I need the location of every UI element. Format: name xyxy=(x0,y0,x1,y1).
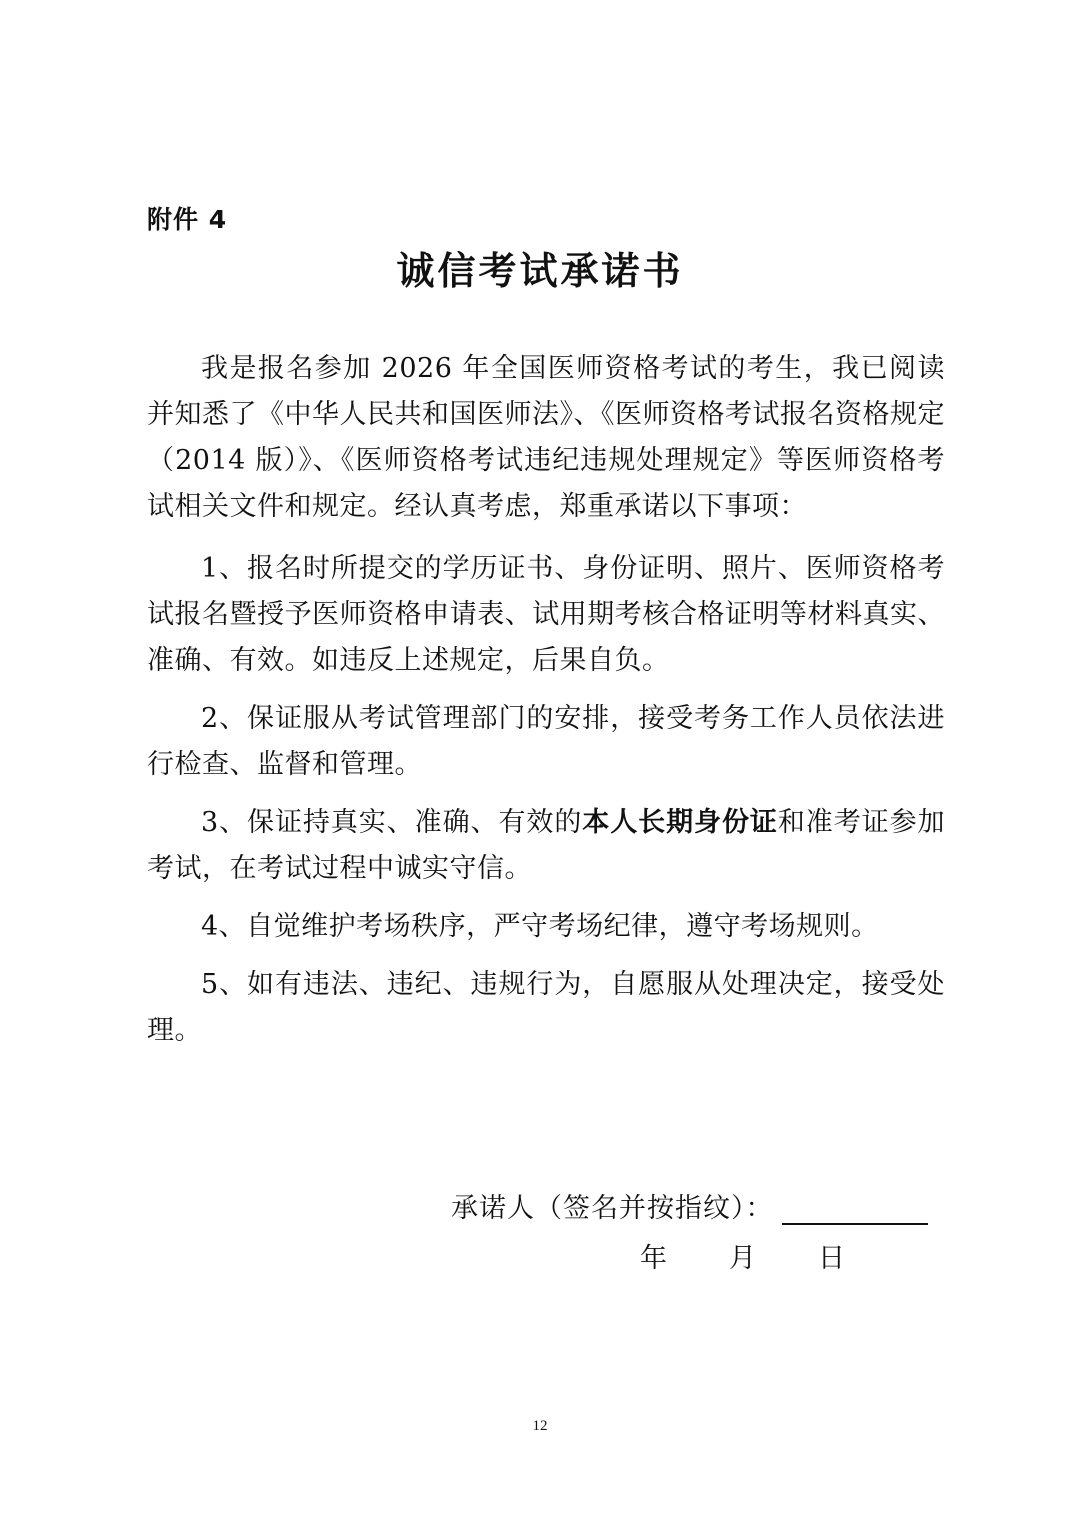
date-year-label: 年 xyxy=(640,1243,667,1274)
pledge-item-3-bold-id: 本人长期身份证 xyxy=(582,807,778,838)
date-row xyxy=(640,1236,845,1275)
document-body xyxy=(147,346,945,1066)
signature-row xyxy=(451,1186,928,1225)
intro-paragraph: 我是报名参加 2026 年全国医师资格考试的考生，我已阅读并知悉了《中华人民共和国医师法》、《医师资格考试报名资格规定（2014 版）》、《医师资格考试违纪违规处理规定》等医师资格考试相关文件和规定。经认真考虑，郑重承诺以下事项： xyxy=(147,353,945,522)
pledge-item-1: 1、报名时所提交的学历证书、身份证明、照片、医师资格考试报名暨授予医师资格申请表、试用期考核合格证明等材料真实、准确、有效。如违反上述规定，后果自负。 xyxy=(147,553,945,676)
signature-blank[interactable] xyxy=(782,1193,928,1225)
date-month-label: 月 xyxy=(729,1243,756,1274)
pledge-item-5: 5、如有违法、违纪、违规行为，自愿服从处理决定，接受处理。 xyxy=(147,969,945,1046)
signature-label: 承诺人（签名并按指纹）： xyxy=(451,1193,774,1224)
date-day-label: 日 xyxy=(818,1243,845,1274)
pledge-item-3-text-after: 和准考证参加考试，在考试过程中诚实守信。 xyxy=(147,807,946,884)
pledge-item-3-text-before: 3、保证持真实、准确、有效的 xyxy=(201,807,583,838)
document-title: 诚信考试承诺书 xyxy=(396,248,684,293)
page-number: 12 xyxy=(532,1418,548,1434)
pledge-item-2: 2、保证服从考试管理部门的安排，接受考务工作人员依法进行检查、监督和管理。 xyxy=(147,703,945,780)
pledge-item-3 xyxy=(147,800,945,892)
pledge-item-4: 4、自觉维护考场秩序，严守考场纪律，遵守考场规则。 xyxy=(201,911,879,942)
attachment-label: 附件 4 xyxy=(147,205,228,234)
